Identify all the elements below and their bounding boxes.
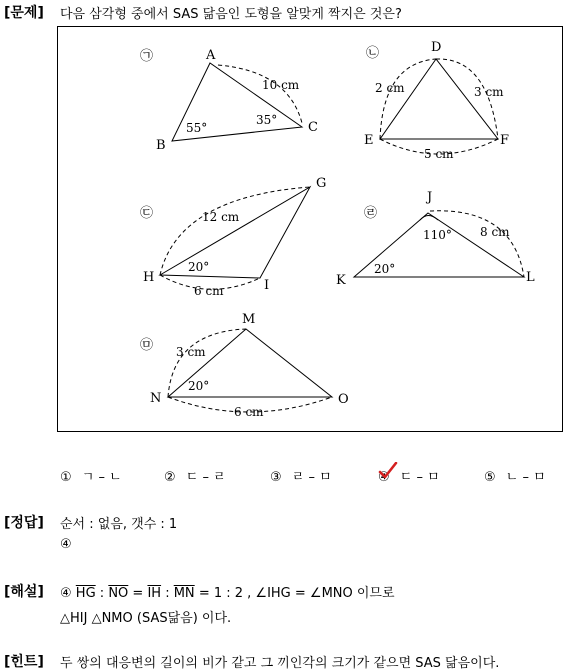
vertex-g: G [316, 176, 327, 191]
explanation-ratio: = 1 : 2 , ∠IHG = ∠MNO 이므로 [198, 586, 395, 601]
measure-angle-k: 20° [374, 262, 396, 276]
answer-line2: ④ [60, 537, 72, 552]
angle-j [420, 216, 438, 221]
checkmark-icon [378, 462, 398, 480]
figure-box [57, 26, 563, 432]
measure-angle-n: 20° [188, 379, 210, 393]
measure-hi: 6 cm [194, 284, 224, 298]
measure-jl: 8 cm [480, 225, 510, 239]
choice-2-num: ② [164, 470, 176, 485]
segment-hg: $\overline{HG}$ [75, 586, 96, 601]
choice-4[interactable] [378, 466, 440, 485]
triangle-def [380, 59, 498, 139]
segment-mn: $\overline{MN}$ [173, 586, 195, 601]
explanation-tag: [해설] [4, 584, 44, 600]
vertex-o: O [338, 392, 349, 407]
measure-ed: 2 cm [375, 81, 405, 95]
measure-df: 3 cm [474, 85, 504, 99]
hint-text: 두 쌍의 대응변의 길이의 비가 같고 그 끼인각의 크기가 같으면 SAS 닮음이다. [60, 656, 500, 671]
explanation-line2: △HIJ △NMO (SAS닮음) 이다. [60, 611, 232, 626]
measure-angle-h: 20° [188, 260, 210, 274]
question-text: 다음 삼각형 중에서 SAS 닮음인 도형을 알맞게 짝지은 것은? [60, 7, 402, 22]
segment-no: $\overline{NO}$ [108, 586, 129, 601]
choice-3[interactable] [270, 466, 332, 485]
explanation-num: ④ [60, 586, 72, 601]
choice-5[interactable] [484, 466, 546, 485]
segment-ih: $\overline{IH}$ [147, 586, 162, 601]
measure-angle-b: 55° [186, 121, 208, 135]
vertex-h: H [143, 270, 155, 285]
choice-2[interactable] [164, 466, 226, 485]
label-rieul: ㉣ [364, 206, 378, 221]
measure-hg: 12 cm [202, 210, 240, 224]
vertex-d: D [431, 40, 442, 55]
triangles-figure [58, 27, 564, 433]
vertex-b: B [156, 138, 166, 153]
label-mieum: ㉤ [140, 338, 154, 353]
measure-angle-c: 35° [256, 113, 278, 127]
triangle-ghi [160, 187, 310, 278]
choice-4-num: ④ [378, 470, 390, 485]
question-tag: [문제] [4, 5, 44, 21]
measure-ac: 10 cm [262, 78, 300, 92]
choice-1-text: ㄱ – ㄴ [81, 470, 122, 485]
explanation-line1: ④ $\overline{HG}$ : $\overline{NO} = \overline{IH}$ : $\overline{MN} = 1$ : 2 , ∠IHG = ∠MNO 이므로 [60, 586, 395, 601]
choice-1-num: ① [60, 470, 72, 485]
choice-3-text: ㄹ – ㅁ [291, 470, 332, 485]
vertex-j: J [427, 190, 433, 205]
measure-no: 6 cm [234, 405, 264, 419]
vertex-i: I [264, 278, 270, 293]
hint-tag: [힌트] [4, 654, 44, 670]
vertex-k: K [336, 273, 346, 288]
vertex-a: A [206, 48, 216, 63]
vertex-f: F [500, 133, 510, 148]
vertex-e: E [364, 133, 374, 148]
label-nieun: ㉡ [366, 46, 380, 61]
answer-tag: [정답] [4, 515, 44, 531]
vertex-n: N [150, 391, 162, 406]
measure-angle-j: 110° [423, 228, 452, 242]
answer-line1: 순서 : 없음, 갯수 : 1 [60, 517, 178, 532]
choices-row [60, 466, 560, 486]
choice-5-text: ㄴ – ㅁ [505, 470, 546, 485]
vertex-c: C [308, 120, 318, 135]
choice-2-text: ㄷ – ㄹ [185, 470, 226, 485]
choice-1[interactable] [60, 466, 122, 485]
choice-3-num: ③ [270, 470, 282, 485]
vertex-l: L [526, 270, 535, 285]
measure-nm: 3 cm [176, 345, 206, 359]
label-digeut: ㉢ [140, 206, 154, 221]
label-giyeok: ㉠ [140, 49, 154, 64]
choice-4-text: ㄷ – ㅁ [399, 470, 440, 485]
choice-5-num: ⑤ [484, 470, 496, 485]
vertex-m: M [242, 312, 256, 327]
measure-ef: 5 cm [424, 147, 454, 161]
